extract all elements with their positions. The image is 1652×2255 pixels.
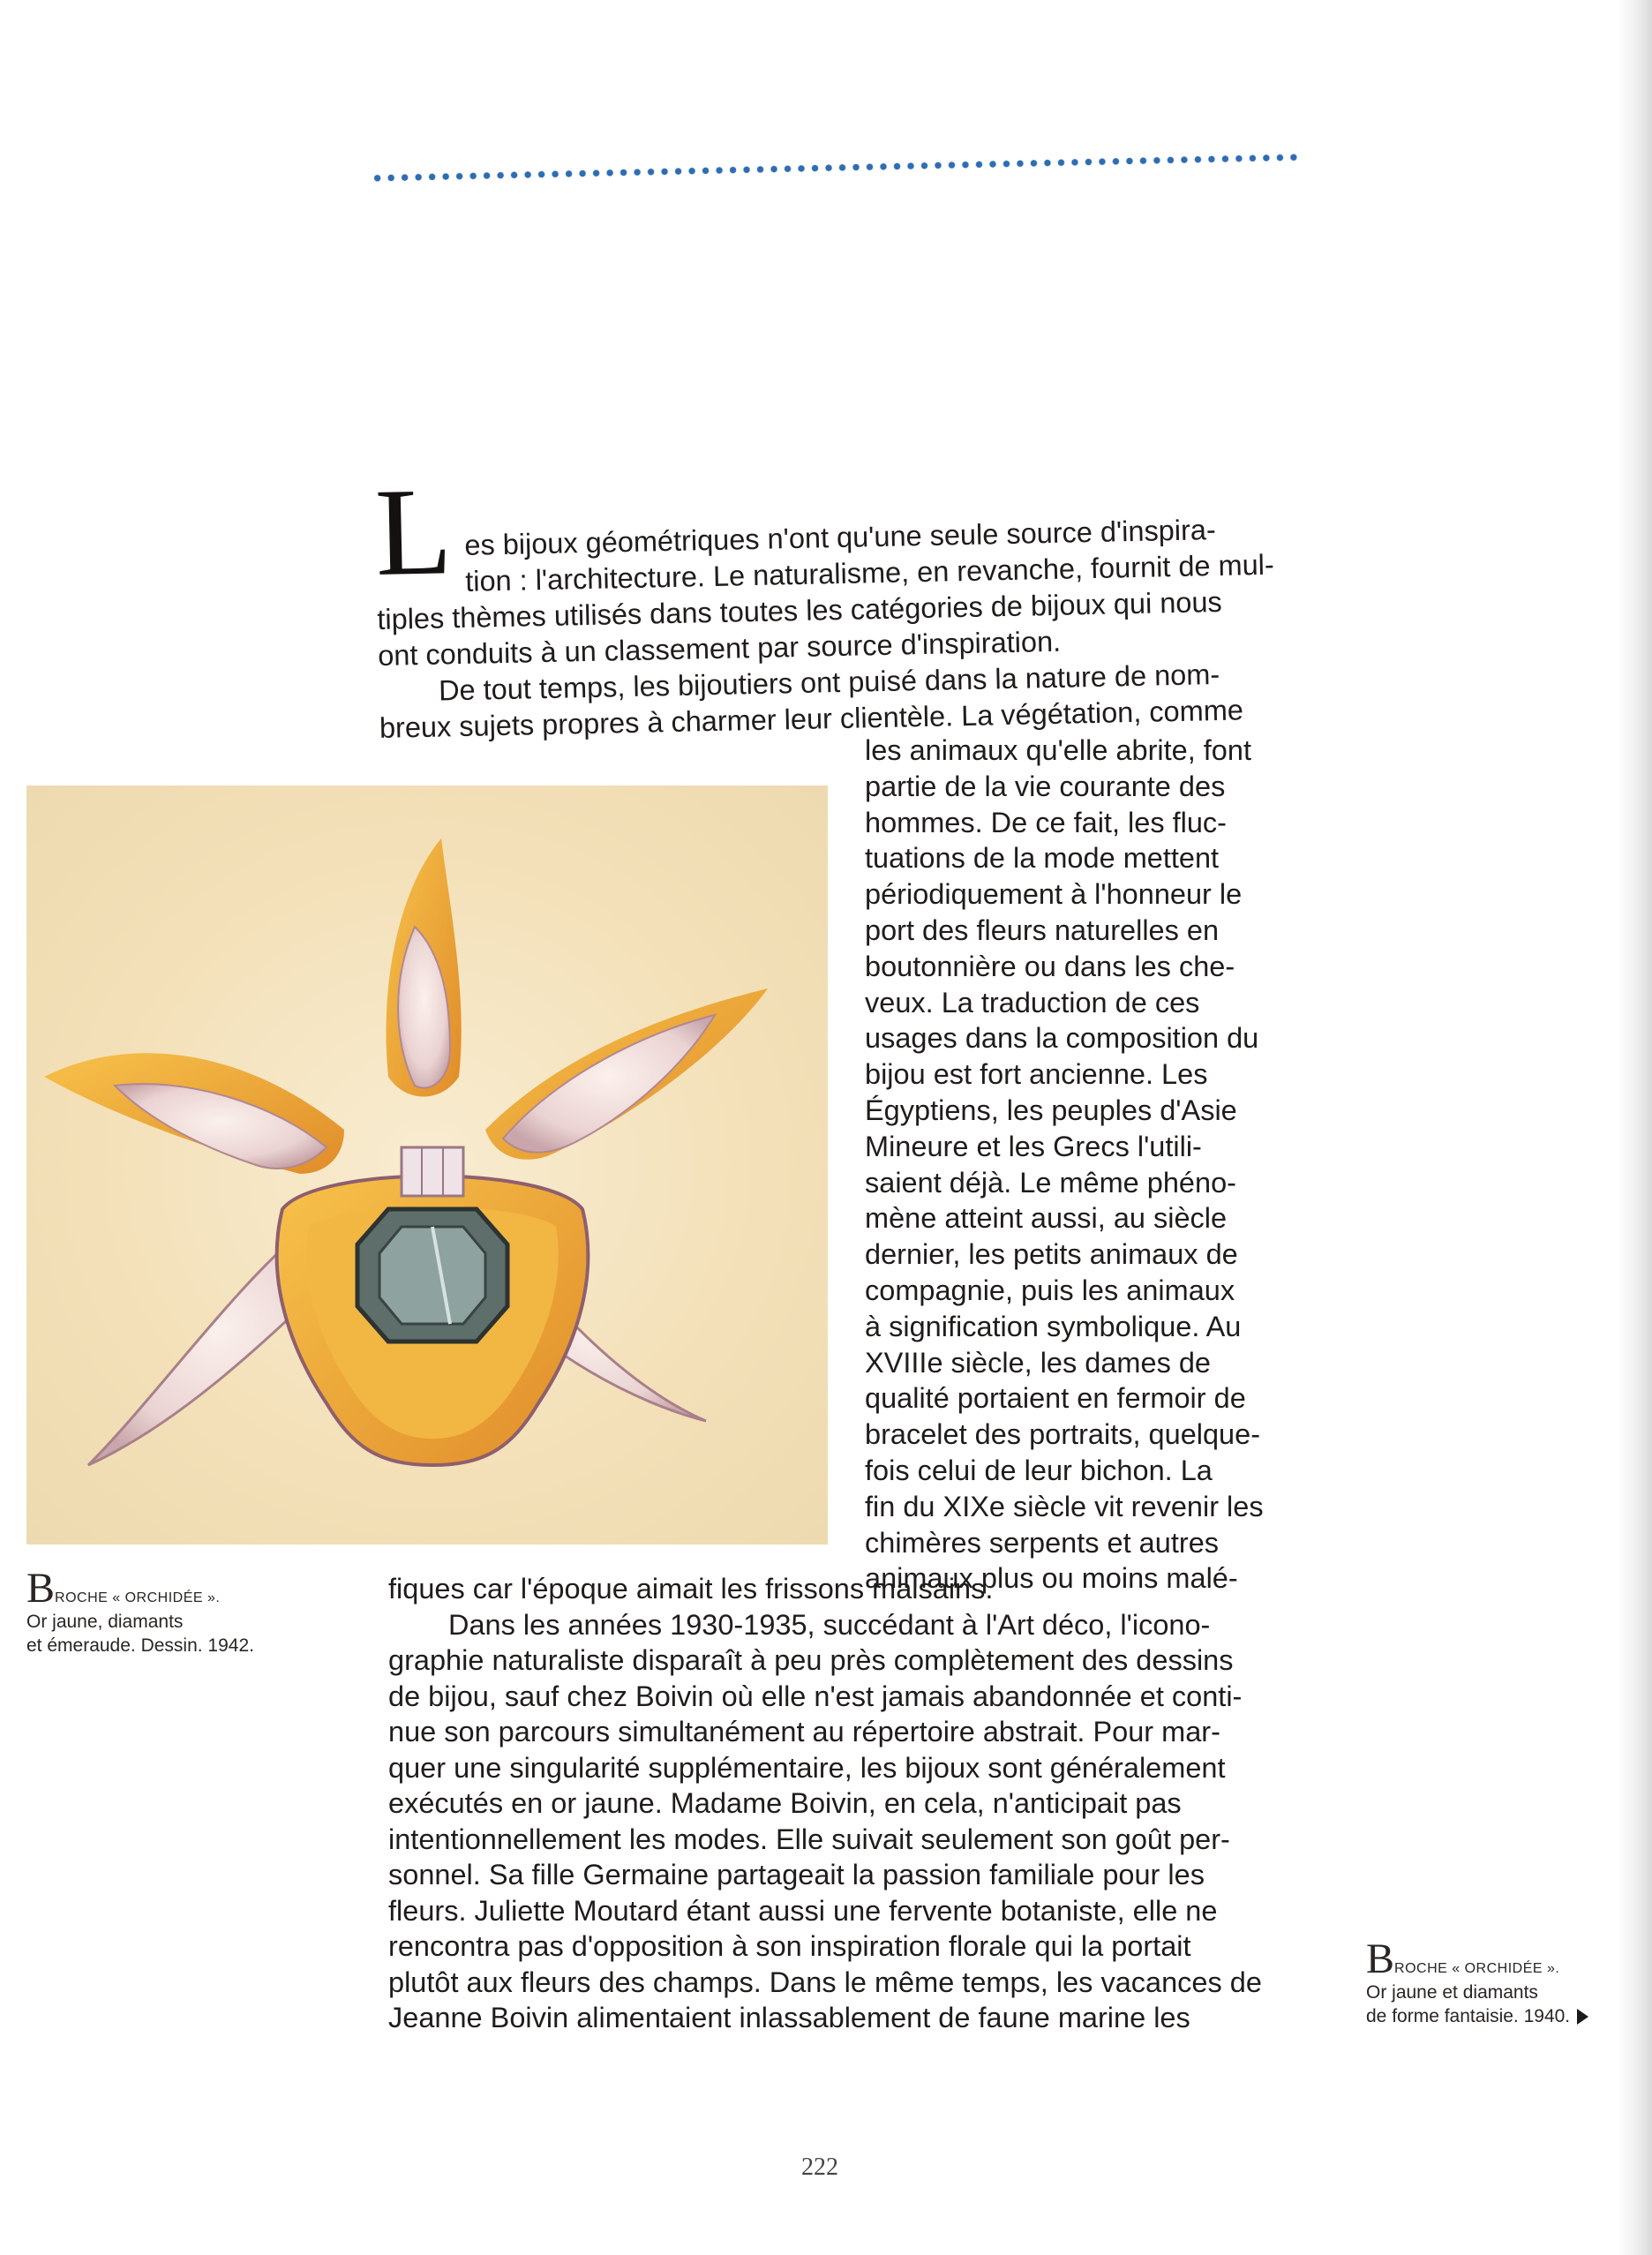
side-column-text xyxy=(865,733,1294,1597)
intro-paragraph xyxy=(374,457,1306,747)
main-line: Dans les années 1930-1935, succédant à l'Art déco, l'icono- xyxy=(448,1608,1211,1641)
main-line: de bijou, sauf chez Boivin où elle n'est jamais abandonnée et conti- xyxy=(388,1680,1243,1712)
caption-line: Or jaune, diamants xyxy=(26,1612,184,1632)
intro-line: tion : l'architecture. Le naturalisme, en revanche, fournit de mul- xyxy=(464,548,1275,598)
arrow-right-icon xyxy=(1577,2009,1588,2025)
main-line: Jeanne Boivin alimentaient inlassablement de faune marine les xyxy=(388,2002,1190,2033)
column-line: bracelet des portraits, quelque- xyxy=(865,1418,1261,1451)
main-line: sonnel. Sa fille Germaine partageait la passion familiale pour les xyxy=(388,1859,1205,1890)
column-line: périodiquement à l'honneur le xyxy=(865,878,1243,911)
caption-left xyxy=(26,1565,291,1657)
column-line: hommes. De ce fait, les fluc- xyxy=(865,806,1227,838)
column-line: XVIIIe siècle, les dames de xyxy=(865,1346,1211,1379)
column-line: Mineure et les Grecs l'utili- xyxy=(865,1130,1202,1162)
intro-line: De tout temps, les bijoutiers ont puisé dans la nature de nom- xyxy=(438,658,1220,707)
caption-line: de forme fantaisie. 1940. xyxy=(1366,2006,1571,2026)
column-line: compagnie, puis les animaux xyxy=(865,1274,1235,1306)
caption-title: ROCHE « ORCHIDÉE ». xyxy=(55,1590,221,1605)
decorative-dotted-rule xyxy=(371,152,1297,191)
main-line: fleurs. Juliette Moutard étant aussi une fervente botaniste, elle ne xyxy=(388,1894,1218,1927)
main-line: rencontra pas d'opposition à son inspiration florale qui la portait xyxy=(388,1930,1191,1962)
column-line: fin du XIXe siècle vit revenir les xyxy=(865,1490,1264,1522)
intro-line: tiples thèmes utilisés dans toutes les catégories de bijoux qui nous xyxy=(377,585,1223,635)
column-line: port des fleurs naturelles en xyxy=(865,913,1220,946)
caption-line: Or jaune et diamants xyxy=(1366,1982,1538,2003)
main-line: intentionnellement les modes. Elle suivait seulement son goût per- xyxy=(388,1823,1230,1855)
intro-line: ont conduits à un classement par source d'inspiration. xyxy=(377,625,1062,672)
page-number: 222 xyxy=(801,2154,838,2181)
column-line: dernier, les petits animaux de xyxy=(865,1238,1238,1271)
main-line: quer une singularité supplémentaire, les bijoux sont généralement xyxy=(388,1751,1226,1784)
column-line: animaux plus ou moins malé- xyxy=(865,1562,1238,1595)
column-line: saient déjà. Le même phéno- xyxy=(865,1166,1236,1199)
column-line: les animaux qu'elle abrite, font xyxy=(865,734,1251,766)
drop-cap: L xyxy=(373,461,454,602)
main-line: exécutés en or jaune. Madame Boivin, en cela, n'anticipait pas xyxy=(388,1787,1182,1819)
column-line: veux. La traduction de ces xyxy=(865,986,1200,1019)
main-line: graphie naturaliste disparaît à peu près complètement des dessins xyxy=(388,1644,1234,1676)
main-paragraph xyxy=(388,1571,1288,2036)
intro-line: breux sujets propres à charmer leur clientèle. La végétation, comme xyxy=(379,694,1244,744)
column-line: usages dans la composition du xyxy=(865,1022,1259,1055)
column-line: partie de la vie courante des xyxy=(865,770,1226,802)
caption-title: ROCHE « ORCHIDÉE ». xyxy=(1394,1961,1560,1976)
caption-initial: B xyxy=(1366,1936,1395,1982)
caption-initial: B xyxy=(26,1565,56,1612)
page-edge-shadow xyxy=(1617,0,1652,2255)
main-line: nue son parcours simultanément au répertoire abstrait. Pour mar- xyxy=(388,1716,1220,1748)
main-line: plutôt aux fleurs des champs. Dans le même temps, les vacances de xyxy=(388,1966,1262,1998)
column-line: à signification symbolique. Au xyxy=(865,1310,1242,1342)
main-line: fiques car l'époque aimait les frissons malsains. xyxy=(388,1573,994,1605)
caption-right xyxy=(1366,1936,1631,2028)
column-line: Égyptiens, les peuples d'Asie xyxy=(865,1094,1237,1126)
column-line: bijou est fort ancienne. Les xyxy=(865,1058,1208,1091)
column-line: boutonnière ou dans les che- xyxy=(865,950,1235,982)
intro-line: es bijoux géométriques n'ont qu'une seule source d'inspira- xyxy=(464,514,1217,561)
column-line: tuations de la mode mettent xyxy=(865,842,1220,875)
column-line: qualité portaient en fermoir de xyxy=(865,1382,1246,1415)
orchid-icon xyxy=(26,785,828,1545)
column-line: fois celui de leur bichon. La xyxy=(865,1454,1213,1486)
orchid-brooch-drawing xyxy=(26,785,828,1545)
column-line: mène atteint aussi, au siècle xyxy=(865,1202,1228,1235)
caption-line: et émeraude. Dessin. 1942. xyxy=(26,1635,254,1656)
column-line: chimères serpents et autres xyxy=(865,1526,1220,1559)
